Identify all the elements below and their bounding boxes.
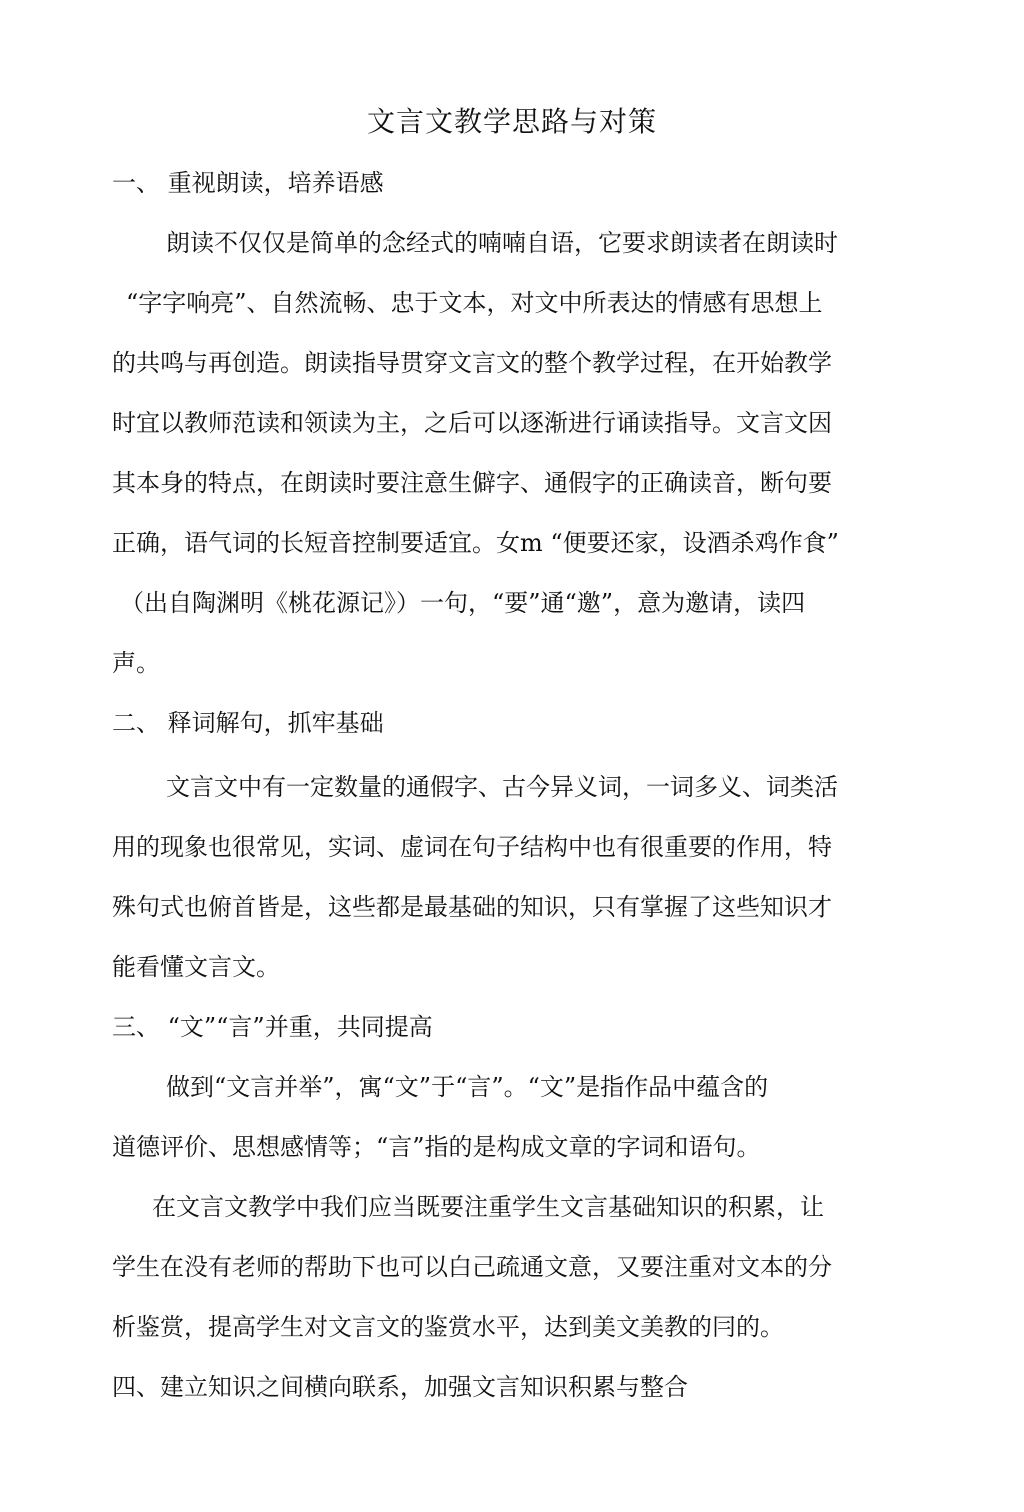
paragraph-line: 道德评价、思想感情等；“言”指的是构成文章的字词和语句。 [112, 1133, 761, 1161]
paragraph-line: 正确，语气词的长短音控制要适宜。女m “便要还家，设酒杀鸡作食” [112, 529, 839, 557]
paragraph-line: 的共鸣与再创造。朗读指导贯穿文言文的整个教学过程，在开始教学 [112, 349, 832, 377]
section-heading-3: 三、 “文”“言”并重，共同提高 [112, 1013, 433, 1041]
paragraph-line: 殊句式也俯首皆是，这些都是最基础的知识，只有掌握了这些知识才 [112, 893, 832, 921]
section-heading-2: 二、 释词解句，抓牢基础 [112, 709, 384, 737]
paragraph-line: 朗读不仅仅是简单的念经式的喃喃自语，它要求朗读者在朗读时 [166, 229, 838, 257]
paragraph-line: 用的现象也很常见，实词、虚词在句子结构中也有很重要的作用，特 [112, 833, 832, 861]
paragraph-line: 能看懂文言文。 [112, 953, 280, 981]
paragraph-line: 其本身的特点，在朗读时要注意生僻字、通假字的正确读音，断句要 [112, 469, 832, 497]
section-heading-4: 四、建立知识之间横向联系，加强文言知识积累与整合 [112, 1373, 688, 1401]
paragraph-line: 文言文中有一定数量的通假字、古今异义词，一词多义、词类活 [166, 773, 838, 801]
section-heading-1: 一、 重视朗读，培养语感 [112, 169, 384, 197]
paragraph-line: 时宜以教师范读和领读为主，之后可以逐渐进行诵读指导。文言文因 [112, 409, 832, 437]
paragraph-line: 声。 [112, 649, 160, 677]
paragraph-line: （出自陶渊明《桃花源记》）一句，“要”通“邀”，意为邀请，读四 [120, 589, 806, 617]
paragraph-line: 在文言文教学中我们应当既要注重学生文言基础知识的积累，让 [152, 1193, 824, 1221]
paragraph-line: 做到“文言并举”，寓“文”于“言”。“文”是指作品中蕴含的 [166, 1073, 769, 1101]
paragraph-line: “字字响亮”、自然流畅、忠于文本，对文中所表达的情感有思想上 [126, 289, 823, 317]
paragraph-line: 析鉴赏，提高学生对文言文的鉴赏水平，达到美文美教的冃的。 [112, 1313, 784, 1341]
paragraph-line: 学生在没有老师的帮助下也可以白己疏通文意，又要注重对文本的分 [112, 1253, 832, 1281]
document-title: 文言文教学思路与对策 [366, 105, 657, 138]
